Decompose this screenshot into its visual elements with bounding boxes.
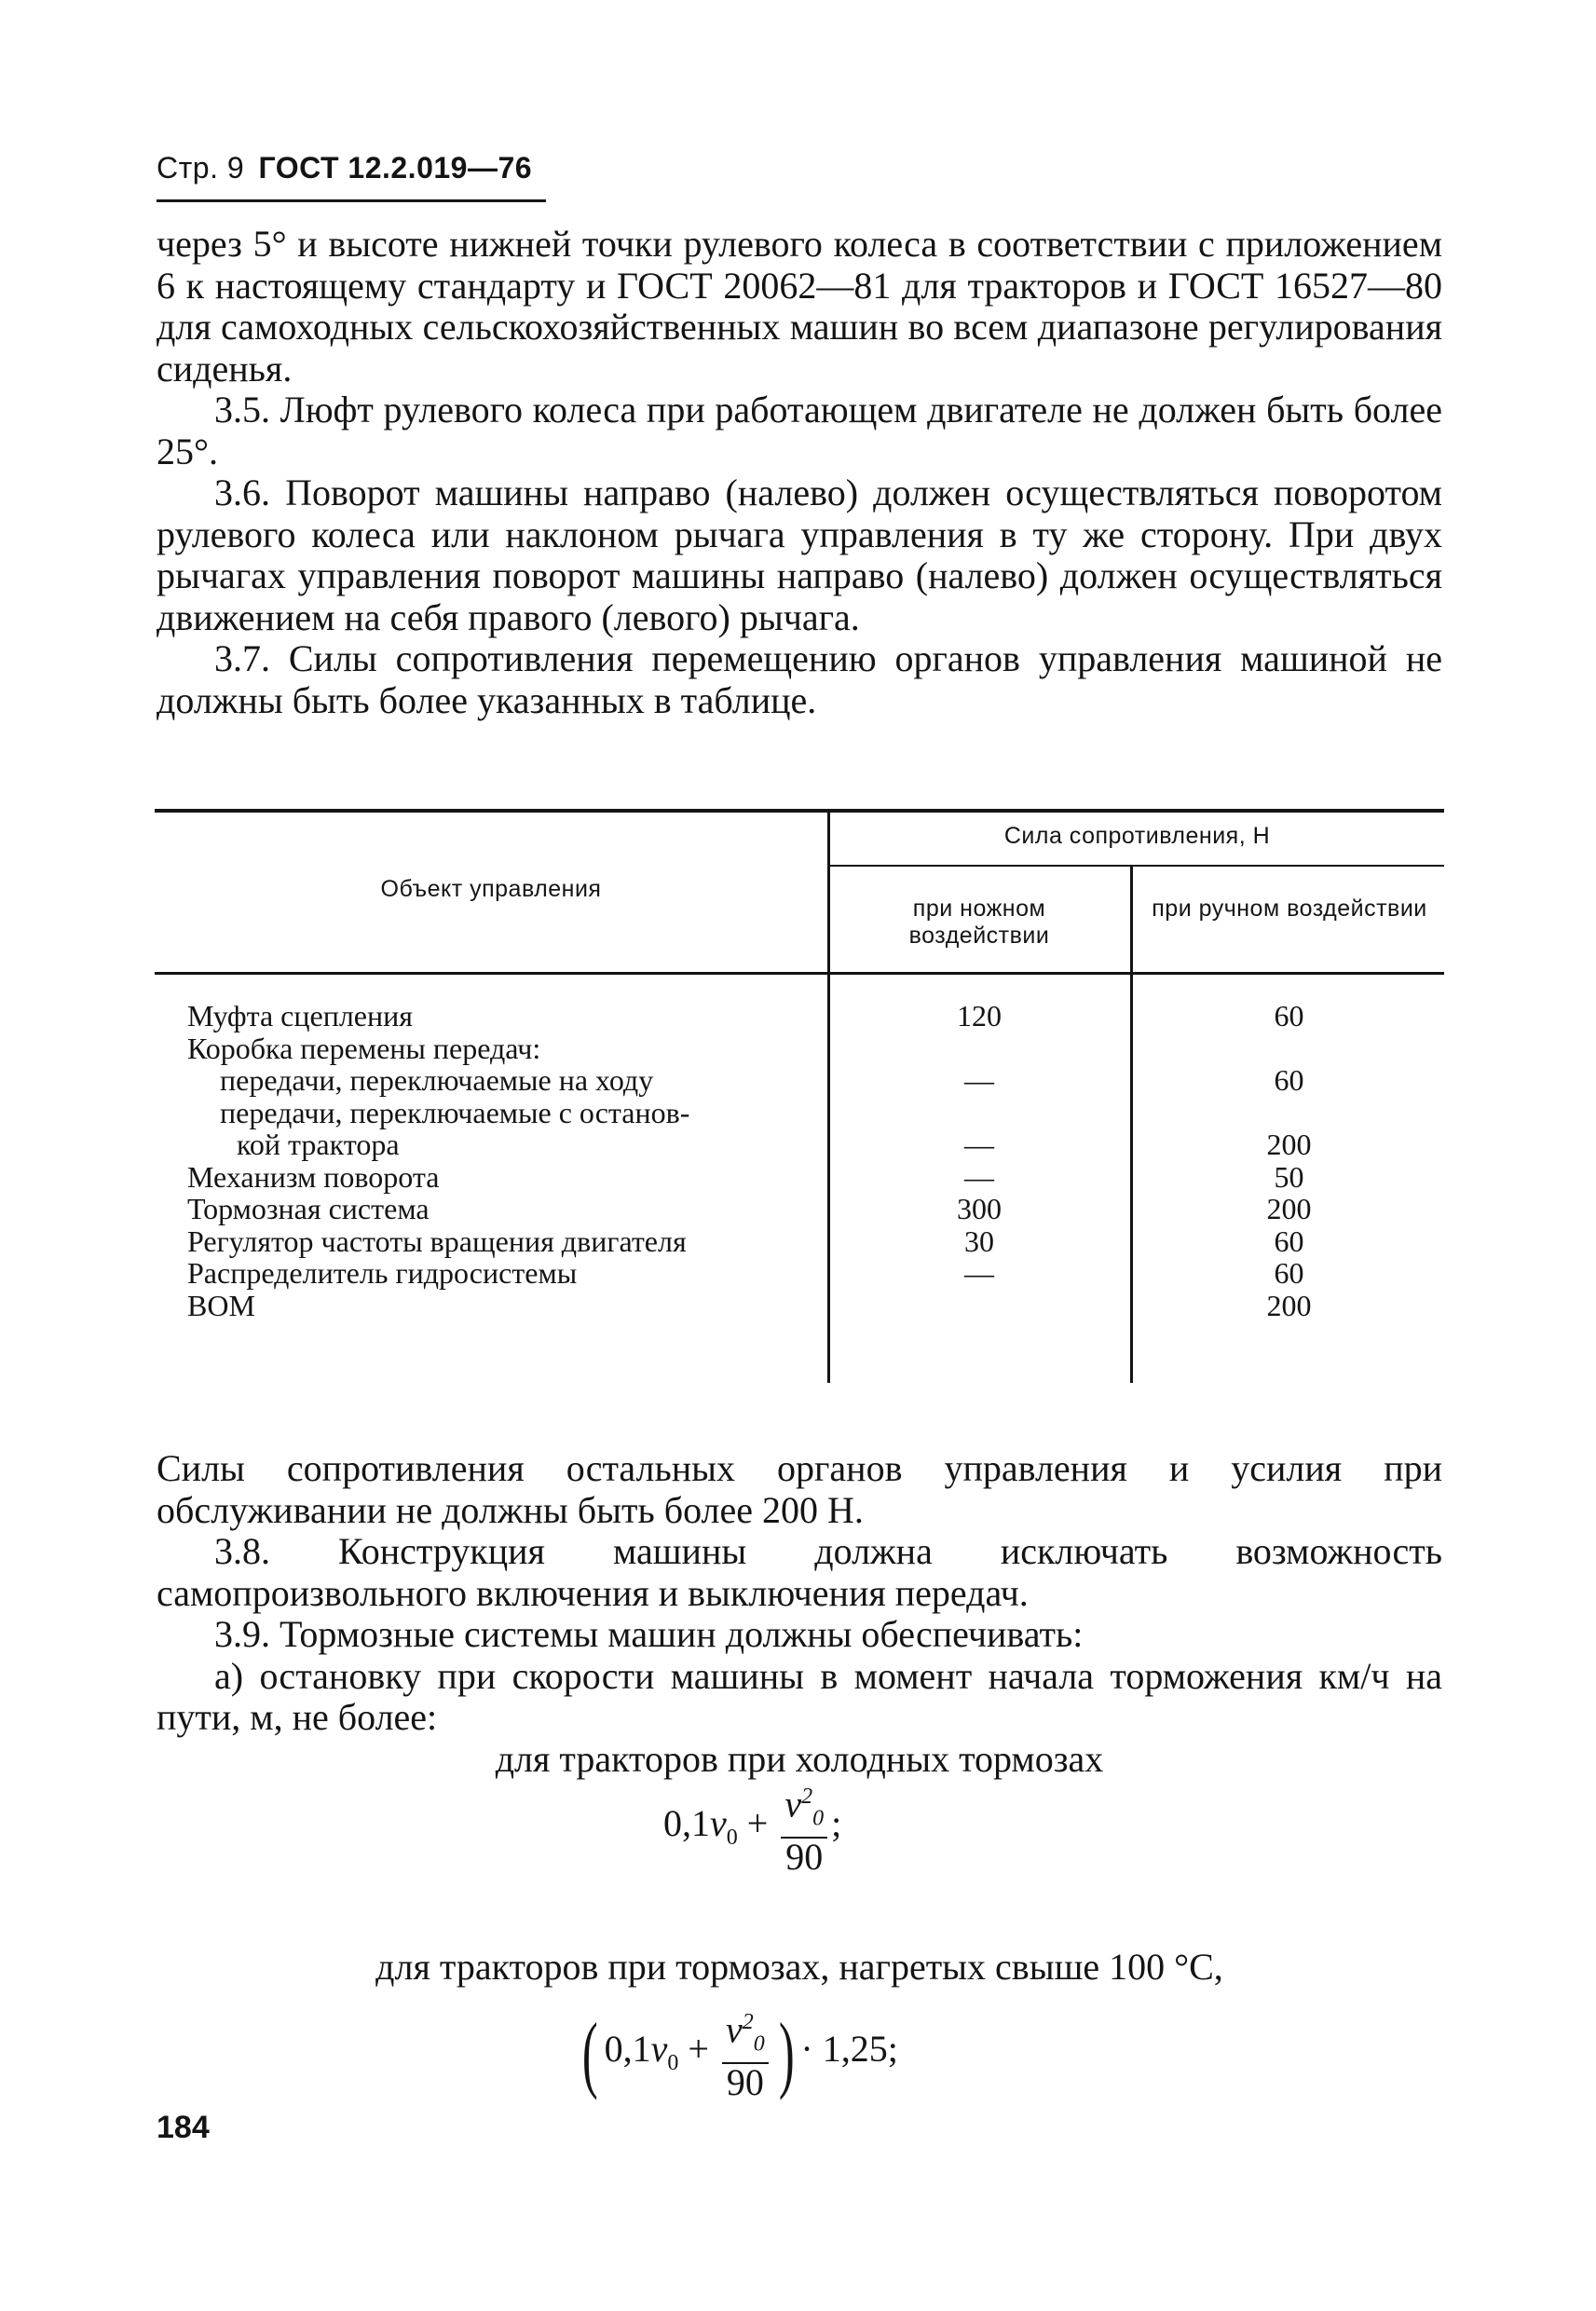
- table-row: [155, 1225, 1444, 1258]
- table-header-rule: [155, 972, 1444, 975]
- row-object: Коробка перемены передач:: [187, 1031, 541, 1065]
- table-row: [155, 1000, 1444, 1032]
- body-text-top: [157, 224, 1442, 721]
- paragraph-3-8: 3.8. Конструкция машины должна исключать возможность самопроизвольного включения и выключения передач.: [157, 1530, 1442, 1614]
- table-row: [155, 1290, 1444, 1322]
- formula-sub: 0: [667, 2050, 679, 2075]
- table-header-force: Сила сопротивления, Н: [1003, 823, 1271, 849]
- formula-var: v: [650, 2027, 668, 2070]
- row-foot-value: —: [964, 1256, 994, 1290]
- formula-tail: ;: [831, 1801, 842, 1844]
- table-header-hand: при ручном воздействии: [1152, 896, 1427, 922]
- paragraph: через 5° и высоте нижней точки рулевого колеса в соответствии с приложением 6 к настоящему стандарту и ГОСТ 20062—81 для тракторов и ГОСТ 16527—80 для самоходных сельскохозяйственных машин во всем диапазоне регулирования сиденья.: [157, 223, 1442, 390]
- row-hand-value: 50: [1274, 1159, 1304, 1194]
- row-hand-value: 60: [1274, 1256, 1304, 1290]
- fraction-denominator: 90: [726, 2061, 764, 2104]
- table-row: [155, 1193, 1444, 1225]
- row-object: ВОМ: [187, 1288, 255, 1322]
- row-hand-value: 200: [1266, 1128, 1312, 1161]
- page-number: 184: [157, 2110, 210, 2145]
- formula-fraction: [781, 1778, 827, 1879]
- paragraph-cold-brakes: для тракторов при холодных тормозах: [495, 1737, 1104, 1780]
- fraction-numerator: [722, 2003, 769, 2064]
- paren-close: ): [778, 2004, 795, 2100]
- row-object: передачи, переключаемые с останов-: [220, 1095, 690, 1129]
- row-object: кой трактора: [237, 1128, 400, 1161]
- formula-hot-brakes: [576, 2003, 898, 2104]
- table-row: [155, 1161, 1444, 1194]
- formula-coef: 0,1: [604, 2027, 651, 2070]
- table-row: [155, 1128, 1444, 1161]
- paragraph-3-6: 3.6. Поворот машины направо (налево) должен осуществляться поворотом рулевого колеса или наклоном рычага управления в ту же сторону. При двух рычагах управления поворот машины направо (налево) должен осуществляться движением на себя правого (левого) рычага.: [157, 472, 1442, 638]
- row-object: Механизм поворота: [187, 1159, 440, 1194]
- table-row: [155, 1097, 1444, 1129]
- formula-coef: 0,1: [663, 1801, 710, 1844]
- row-hand-value: 60: [1274, 1224, 1304, 1258]
- formula-cold-brakes: [663, 1778, 842, 1879]
- row-foot-value: —: [964, 1063, 994, 1097]
- num-var: v: [784, 1783, 802, 1826]
- body-text-hot: [157, 1947, 1442, 1989]
- formula-fraction: [722, 2003, 769, 2104]
- paragraph-3-9: 3.9. Тормозные системы машин должны обеспечивать:: [214, 1613, 1084, 1655]
- row-foot-value: —: [964, 1128, 994, 1161]
- formula-plus: +: [746, 1801, 769, 1844]
- table-body: [155, 1000, 1444, 1321]
- page-header: [157, 149, 532, 186]
- formula-sub: 0: [726, 1825, 738, 1850]
- paragraph-hot-brakes: для тракторов при тормозах, нагретых свыше 100 °С,: [375, 1946, 1223, 1988]
- paragraph-item-a: а) остановку при скорости машины в момент начала торможения км/ч на пути, м, не более:: [157, 1654, 1442, 1738]
- formula-factor: · 1,25;: [800, 2027, 898, 2070]
- num-sup: 2: [801, 1785, 813, 1809]
- table-row: [155, 1064, 1444, 1097]
- paragraph: Силы сопротивления остальных органов управления и усилия при обслуживании не должны быть более 200 Н.: [157, 1447, 1442, 1531]
- table-top-rule: [155, 809, 1444, 813]
- row-hand-value: 200: [1266, 1288, 1312, 1322]
- table-row: [155, 1032, 1444, 1065]
- num-sup: 2: [742, 2010, 754, 2034]
- num-sub: 0: [753, 2031, 765, 2057]
- page-label: Стр. 9: [157, 151, 245, 185]
- num-var: v: [725, 2008, 743, 2051]
- paragraph-3-7: 3.7. Силы сопротивления перемещению органов управления машиной не должны быть более указанных в таблице.: [157, 637, 1442, 721]
- row-foot-value: —: [964, 1159, 994, 1194]
- row-hand-value: 60: [1274, 999, 1304, 1032]
- row-object: Тормозная система: [187, 1192, 430, 1225]
- row-foot-value: 120: [957, 999, 1002, 1032]
- num-sub: 0: [812, 1806, 825, 1831]
- paragraph-3-5: 3.5. Люфт рулевого колеса при работающем двигателе не должен быть более 25°.: [157, 389, 1442, 472]
- table-header-foot: при ножном воздействии: [908, 896, 1050, 949]
- row-object: передачи, переключаемые на ходу: [220, 1063, 654, 1097]
- header-rule: [157, 199, 546, 202]
- table-row: [155, 1257, 1444, 1290]
- row-object: Регулятор частоты вращения двигателя: [187, 1224, 687, 1258]
- paren-open: (: [581, 2004, 598, 2100]
- row-object: Муфта сцепления: [187, 999, 413, 1032]
- table-header-object: Объект управления: [380, 876, 602, 902]
- fraction-denominator: 90: [785, 1836, 824, 1879]
- row-foot-value: 300: [957, 1192, 1002, 1225]
- row-hand-value: 60: [1274, 1063, 1304, 1097]
- row-object: Распределитель гидросистемы: [187, 1256, 578, 1290]
- formula-var: v: [710, 1801, 727, 1844]
- table-subheader-rule: [830, 865, 1444, 867]
- row-foot-value: 30: [964, 1224, 994, 1258]
- formula-plus: +: [688, 2027, 709, 2070]
- body-text-bottom: [157, 1448, 1442, 1780]
- row-hand-value: 200: [1266, 1192, 1312, 1225]
- standard-number: ГОСТ 12.2.019—76: [258, 151, 533, 185]
- fraction-numerator: [781, 1778, 827, 1839]
